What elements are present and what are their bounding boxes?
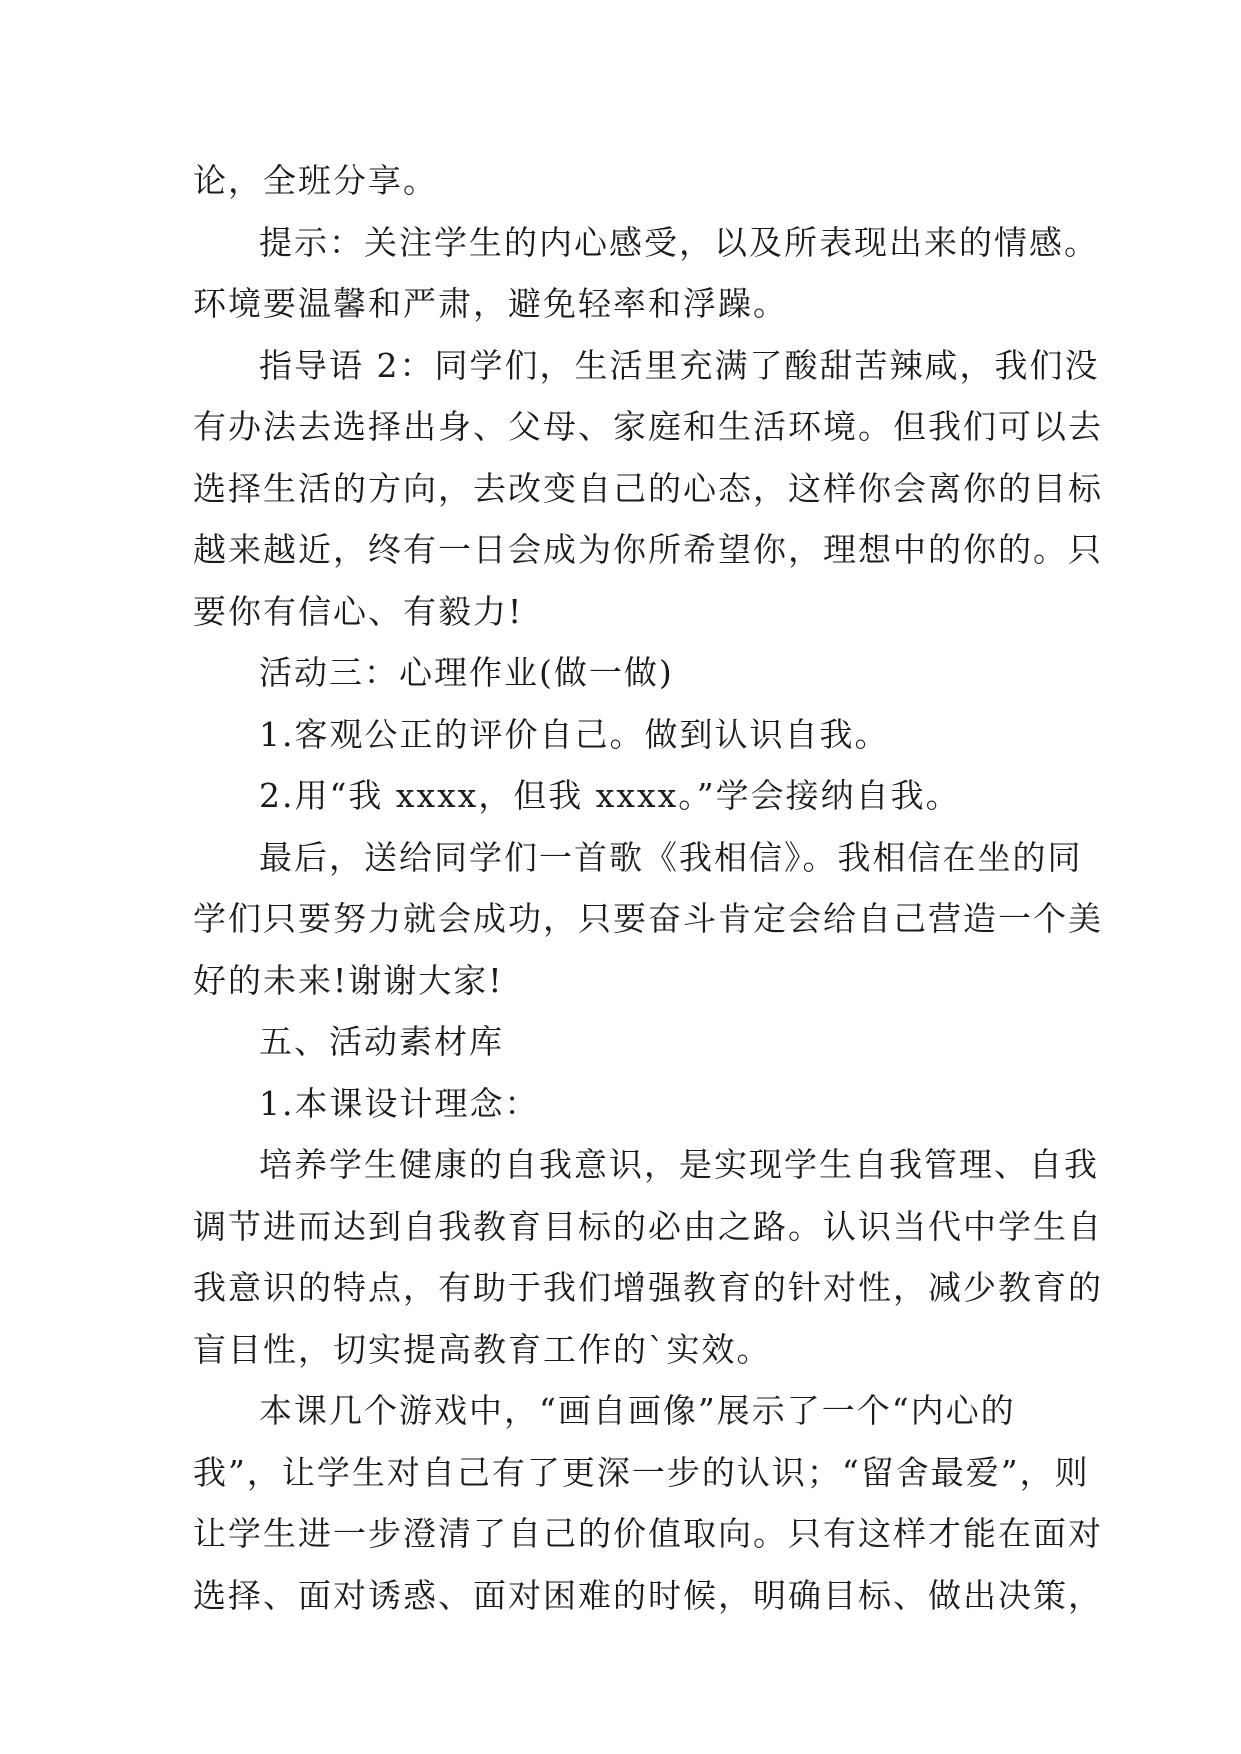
text-line: 选择、面对诱惑、面对困难的时候，明确目标、做出决策， xyxy=(193,1575,1103,1615)
text-line: 选择生活的方向，去改变自己的心态，这样你会离你的目标 xyxy=(193,468,1103,508)
text-line: 五、活动素材库 xyxy=(259,1022,504,1061)
text-line: 有办法去选择出身、父母、家庭和生活环境。但我们可以去 xyxy=(193,407,1103,446)
text-line: 最后，送给同学们一首歌《我相信》。我相信在坐的同 xyxy=(259,837,1083,877)
text-line: 要你有信心、有毅力! xyxy=(193,591,524,631)
text-line: 环境要温馨和严肃，避免轻率和浮躁。 xyxy=(193,284,788,323)
text-line: 提示：关注学生的内心感受，以及所表现出来的情感。 xyxy=(259,222,1099,262)
text-line: 1.客观公正的评价自己。做到认识自我。 xyxy=(259,714,890,754)
text-line: 2.用“我 xxxx，但我 xxxx。”学会接纳自我。 xyxy=(259,776,961,815)
text-line: 我”，让学生对自己有了更深一步的认识；“留舍最爱”，则 xyxy=(193,1452,1090,1492)
text-line: 培养学生健康的自我意识，是实现学生自我管理、自我 xyxy=(259,1145,1099,1184)
text-line: 越来越近，终有一日会成为你所希望你，理想中的你的。只 xyxy=(193,530,1103,569)
text-line: 学们只要努力就会成功，只要奋斗肯定会给自己营造一个美 xyxy=(193,899,1103,938)
text-line: 盲目性，切实提高教育工作的`实效。 xyxy=(193,1329,772,1369)
text-line: 1.本课设计理念： xyxy=(259,1083,540,1123)
text-line: 活动三：心理作业(做一做) xyxy=(259,653,674,692)
text-line: 让学生进一步澄清了自己的价值取向。只有这样才能在面对 xyxy=(193,1514,1103,1553)
text-line: 本课几个游戏中，“画自画像”展示了一个“内心的 xyxy=(259,1391,1016,1430)
text-line: 指导语 2：同学们，生活里充满了酸甜苦辣咸，我们没 xyxy=(259,345,1100,385)
text-line: 论，全班分享。 xyxy=(193,161,438,200)
text-line: 好的未来!谢谢大家! xyxy=(193,960,504,1000)
document-body xyxy=(193,150,1103,1626)
text-line: 我意识的特点，有助于我们增强教育的针对性，减少教育的 xyxy=(193,1268,1103,1307)
text-line: 调节进而达到自我教育目标的必由之路。认识当代中学生自 xyxy=(193,1206,1103,1246)
